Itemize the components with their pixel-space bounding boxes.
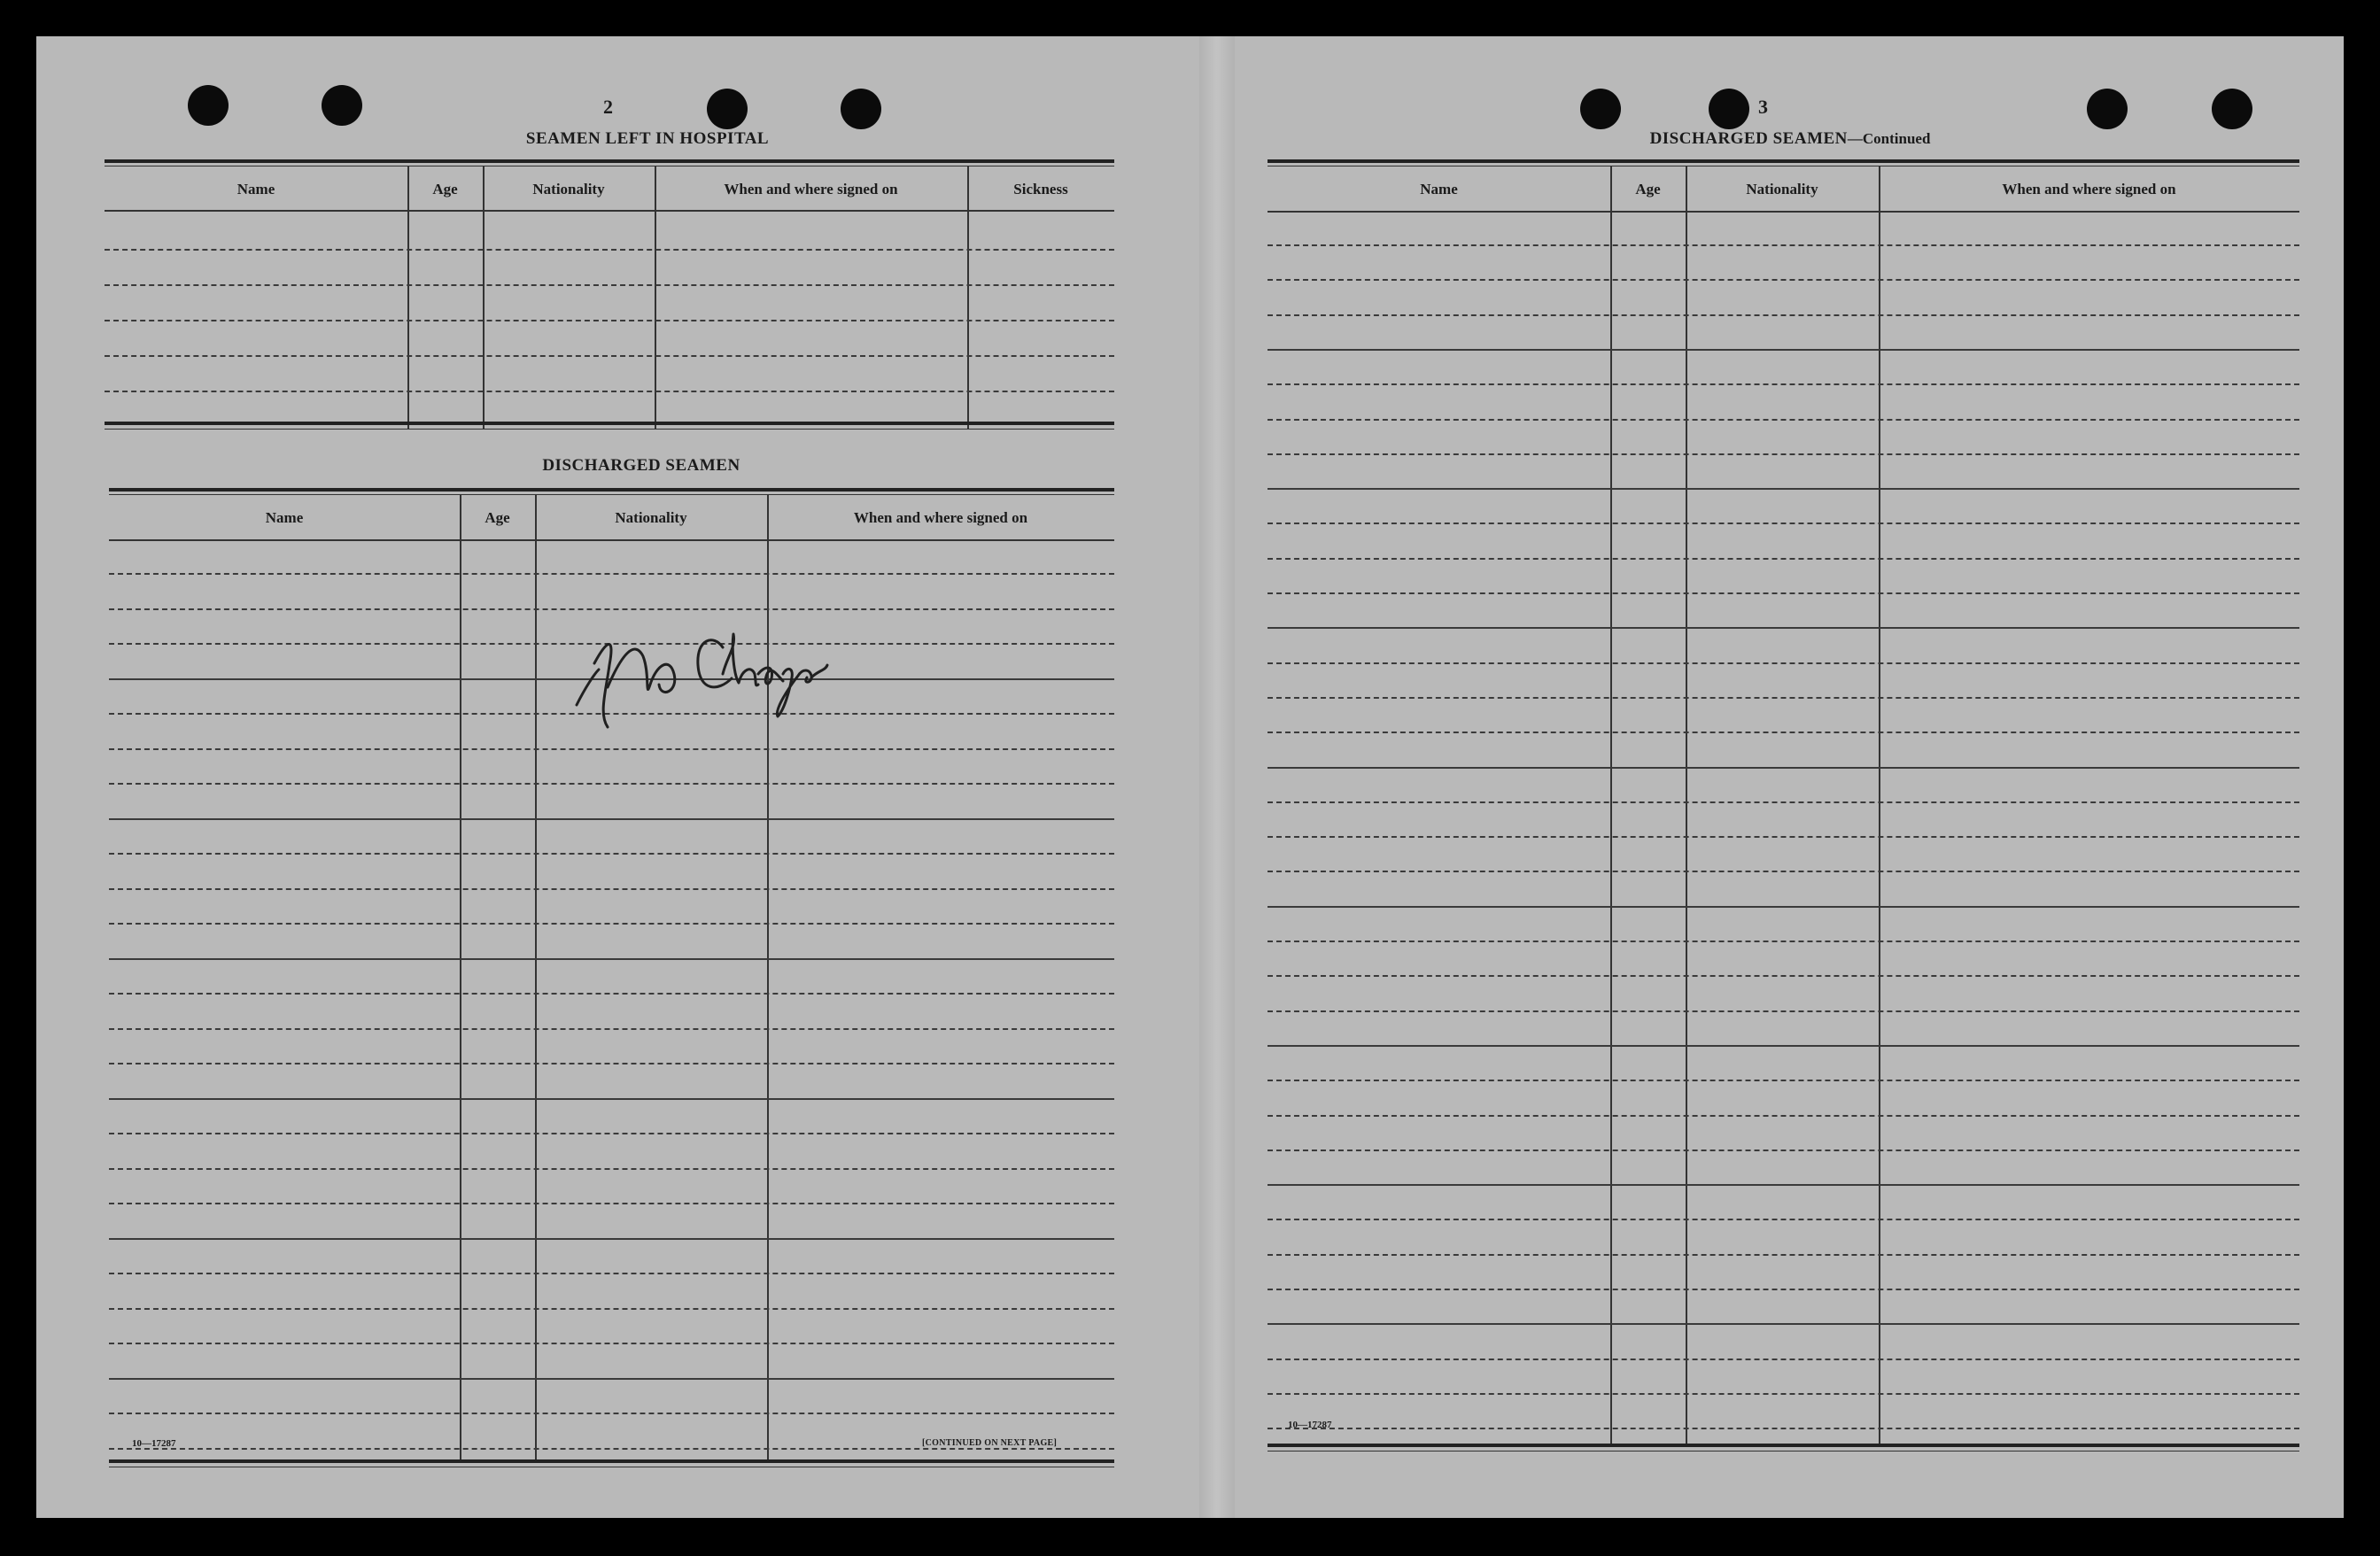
punch-hole [2212,89,2252,129]
table-row [105,320,1114,321]
page-number-left: 2 [603,96,613,118]
column-header-name: Name [265,509,304,526]
punch-hole [2087,89,2128,129]
table-row [1268,1045,2299,1047]
table-row [1268,419,2299,421]
table-row [105,355,1114,357]
table-row [1268,732,2299,733]
table-row [109,1413,1114,1414]
table-row [1268,349,2299,351]
handwritten-note [546,603,864,736]
table-row [1268,1323,2299,1325]
table-row [1268,314,2299,316]
table-bottom-rule [109,1459,1114,1463]
table-row [1268,558,2299,560]
column-header-signed-on: When and where signed on [724,181,898,197]
table-row [109,748,1114,750]
table-row [1268,1289,2299,1290]
page-number-right: 3 [1758,96,1768,118]
punch-hole [707,89,748,129]
table-row [105,284,1114,286]
table-top-rule [1268,159,2299,163]
punch-hole [1580,89,1621,129]
table-row [109,958,1114,960]
page-gutter [1199,36,1235,1518]
table-row [105,391,1114,392]
table-row [1268,767,2299,769]
table-header-rule [1268,211,2299,213]
table-header-rule [109,539,1114,541]
table-row [1268,244,2299,246]
form-number-left: 10—17287 [132,1438,176,1449]
continued-note: [CONTINUED ON NEXT PAGE] [922,1438,1058,1448]
table-row [109,1273,1114,1274]
column-divider [407,166,409,429]
table-row [109,888,1114,890]
table-row [109,573,1114,575]
table-row [1268,1254,2299,1256]
table-bottom-rule-thin [105,429,1114,430]
table-row [105,249,1114,251]
column-header-age: Age [432,181,458,197]
table-row [109,1168,1114,1170]
table-row [1268,697,2299,699]
hospital-section-title: SEAMEN LEFT IN HOSPITAL [525,129,770,148]
table-row [109,853,1114,855]
table-row [1268,488,2299,490]
table-row [109,993,1114,995]
table-row [109,1343,1114,1344]
hospital-table [105,159,1114,436]
table-row [1268,871,2299,872]
column-header-nationality: Nationality [532,181,605,197]
table-row [1268,1010,2299,1012]
punch-hole [322,85,362,126]
table-row [1268,1080,2299,1081]
column-header-signed-on: When and where signed on [2002,181,2176,197]
table-header-rule [105,210,1114,212]
table-row [1268,662,2299,664]
table-row [1268,592,2299,594]
punch-hole [841,89,881,129]
column-header-signed-on: When and where signed on [853,509,1028,526]
section-title-suffix: —Continued [1847,130,1931,147]
table-row [1268,1184,2299,1186]
table-row [109,1063,1114,1064]
table-bottom-rule [1268,1444,2299,1447]
column-divider [460,495,461,1462]
column-header-sickness: Sickness [1013,181,1068,197]
column-divider [483,166,485,429]
punch-hole [188,85,229,126]
column-divider [535,495,537,1462]
table-row [109,783,1114,785]
column-header-name: Name [1420,181,1458,197]
table-row [1268,941,2299,942]
table-top-rule-thin [109,494,1114,495]
column-header-nationality: Nationality [1746,181,1818,197]
table-row [109,1133,1114,1134]
table-bottom-rule [105,422,1114,425]
punch-hole [1709,89,1749,129]
column-divider [655,166,656,429]
table-row [1268,1393,2299,1395]
table-row [1268,836,2299,838]
table-row [1268,383,2299,385]
table-row [1268,1219,2299,1220]
table-row [109,1378,1114,1380]
table-row [1268,279,2299,281]
column-header-age: Age [485,509,510,526]
document-sheet [36,36,2344,1518]
table-row [1268,453,2299,455]
table-row [1268,1428,2299,1429]
form-number-right: 10—17287 [1288,1420,1332,1430]
table-row [1268,523,2299,524]
table-top-rule [105,159,1114,163]
table-top-rule [109,488,1114,492]
column-header-age: Age [1635,181,1661,197]
table-row [109,1308,1114,1310]
discharged-continued-table [1268,159,2299,1452]
table-row [1268,801,2299,803]
column-header-name: Name [236,181,275,197]
table-row [109,1098,1114,1100]
table-row [1268,1359,2299,1360]
column-header-nationality: Nationality [615,509,687,526]
discharged-continued-title [1524,129,2056,149]
table-row [1268,627,2299,629]
table-row [109,923,1114,925]
section-title-main: DISCHARGED SEAMEN [1649,129,1848,148]
handwriting-strokes [546,603,864,736]
table-row [109,1203,1114,1204]
table-row [1268,1150,2299,1151]
column-divider [967,166,969,429]
discharged-section-title: DISCHARGED SEAMEN [542,456,740,475]
table-row [109,1238,1114,1240]
table-row [1268,975,2299,977]
table-row [109,818,1114,820]
table-row [1268,906,2299,908]
table-row [109,1028,1114,1030]
table-row [1268,1115,2299,1117]
